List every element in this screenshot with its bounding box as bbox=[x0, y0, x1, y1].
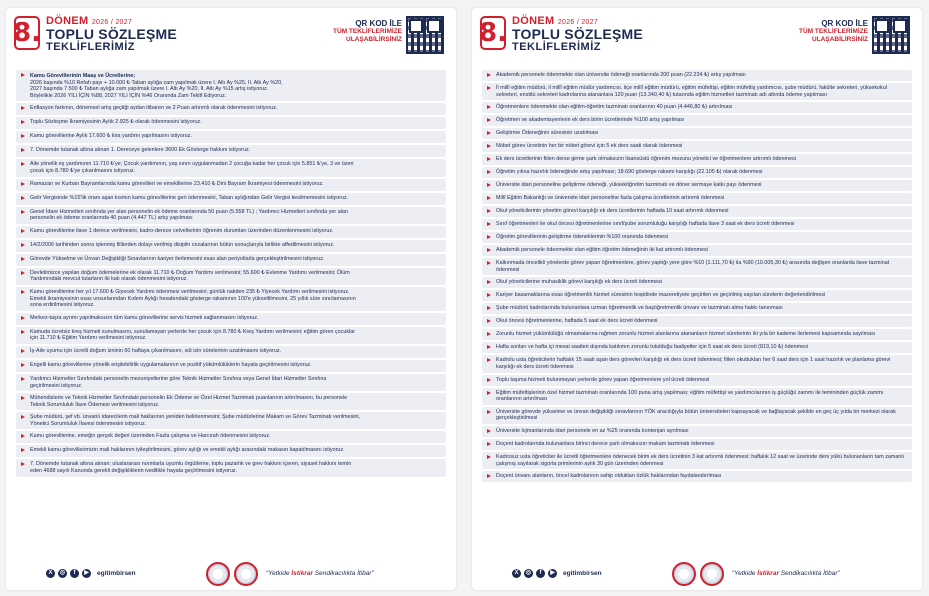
footer-slogan: “Yetkide İstikrar Sendikacılıkta İtibar” bbox=[266, 570, 374, 577]
demand-item bbox=[16, 254, 446, 266]
union-seal-icon bbox=[672, 562, 696, 586]
demand-text: Görevde Yükselme ve Ünvan Değişikliği Sınavlarının kariyer ilerlemesini esas alan periyotlarla gerçekleştirilmesini istiyoruz. bbox=[30, 255, 325, 262]
demand-text: için 11.710 ₺ Eğitim Yardımı verilmesini istiyoruz. bbox=[30, 335, 147, 342]
demand-text: Böylelikle 2026 YILI İÇİN %88, 2027 YILI İÇİN %46 Oranında Zam Teklif Ediyoruz. bbox=[30, 92, 227, 99]
demand-item bbox=[16, 412, 446, 429]
demand-item bbox=[16, 287, 446, 311]
demand-text: Yardımındaki mevcut tutarların iki katı olarak ödenmesini istiyoruz. bbox=[30, 276, 188, 283]
union-seal-icon bbox=[206, 562, 230, 586]
youtube-icon[interactable]: ▶ bbox=[82, 569, 91, 578]
demand-item: Zorunlu hizmet yükümlülüğü olmamalarına rağmen zorunlu hizmet alanlarına atananların hizmet sürelerinin iki yıla bir kademe ilerlemesi kapsamında sayılması bbox=[482, 329, 912, 340]
demand-text: Emekli ikramiyesinin esas unsurlarından Kıdem Aylığı hesabındaki gösterge rakamının 100'e yükseltilmesini, 25 yıllık süre sınırlamasının bbox=[30, 295, 356, 302]
demand-item bbox=[16, 445, 446, 457]
header-title bbox=[46, 15, 177, 53]
term-years: 2026 / 2027 bbox=[557, 19, 599, 26]
demand-text: Ramazan ve Kurban Bayramlarında kamu görevlileri ve emeklilerine 23.410 ₺ Dini Bayram İkramiyesi ödenmesini istiyoruz. bbox=[30, 180, 324, 187]
demand-text: Kamu görevlilerine, emeğin gerçek değeri üzerinden Fazla çalışma ve Harcırah ödenmesini istiyoruz. bbox=[30, 433, 271, 440]
demand-text: 7. Dönemde tutanak altına alınan; uluslararası normlarla uyumlu örgütleme, toplu pazarlık ve grev hakkını içeren, siyaset hakkını temin bbox=[30, 461, 352, 468]
confederation-seal-icon bbox=[700, 562, 724, 586]
demand-item bbox=[16, 117, 446, 129]
demand-item: Hafta sonları ve hafta içi mesai saatleri dışında katılımın zorunlu tutulduğu faaliyetler için 5 saat ek ders ücreti (819,10 ₺) ödenmesi bbox=[482, 342, 912, 353]
term-number-badge: 8. bbox=[13, 18, 41, 48]
left-page bbox=[6, 8, 456, 590]
demand-list-left bbox=[16, 70, 446, 479]
demand-item bbox=[16, 374, 446, 391]
title-line-2: TEKLİFLERİMİZ bbox=[46, 41, 135, 53]
demand-item: Üniversite görevde yükselme ve ünvan değişikliği sınavlarının YÖK aracılığıyla bütün üniversiteleri kapsayacak ve bağlayacak şekilde en geç üç yılda bir merkezi olarak gerçekleştirilmesi bbox=[482, 407, 912, 424]
title-line-1: TOPLU SÖZLEŞME bbox=[512, 26, 643, 42]
qr-caption: QR KOD İLE TÜM TEKLİFLERİMİZE ULAŞABİLİRSİNİZ bbox=[333, 19, 402, 43]
demand-text: 2026 başında %10 Refah payı + 10.000 ₺ Taban aylığa zam yapılmak üzere I. Altı Ay %25, II. Altı Ay %20, bbox=[30, 79, 283, 86]
demand-item bbox=[16, 159, 446, 176]
demand-item: Şube müdürü kadrolarında bulunanlara uzman öğretmenlik ve başöğretmenlik ünvanı ve tazminatı alma hakkı tanınması bbox=[482, 303, 912, 314]
demand-item bbox=[16, 226, 446, 238]
demand-text: Genel İdare Hizmetleri sınıfında yer alan personelin ek ödeme oranlarında 50 puan (5.558 TL) ; Yardımcı Hizmetleri sınıfında yer alan bbox=[30, 208, 348, 215]
demand-item: Okul yöneticilerinin yönetim görevi karşılığı ek ders ücretlerinin haftada 10 saat artırımlı ödenmesi bbox=[482, 206, 912, 217]
social-handle[interactable]: egitimbirsen bbox=[97, 570, 136, 577]
demand-text: Engelli kamu görevlilerine yönelik erişilebilirlik uygulamalarının ve pozitif yükümlülüklerin hayata geçirilmesini istiyoruz. bbox=[30, 361, 312, 368]
instagram-icon[interactable]: ◎ bbox=[59, 570, 66, 576]
donem-label: DÖNEM bbox=[46, 15, 89, 27]
demand-item bbox=[16, 313, 446, 325]
confederation-seal-icon bbox=[234, 562, 258, 586]
demand-item bbox=[16, 431, 446, 443]
demand-text: Kamuda ücretsiz kreş hizmeti sunulmasını, sunulamayan yerlerde her çocuk için 8.780 ₺ Kreş Yardımı verilmesini; eğitim gören çocuklar bbox=[30, 328, 356, 335]
page-footer bbox=[472, 556, 922, 590]
demand-text: Enflasyon farkının, dönemsel artış geçtiği aydan itibaren ve 2 Puan artırımlı olarak ödenmesini istiyoruz. bbox=[30, 105, 278, 112]
demand-text: Şube müdürü, şef vb. ünvanlı idarecilerin mali haklarının yeniden belirlenmesini; Şube müdürlerine Makam ve Görev Tazminatı verilmesini, bbox=[30, 414, 361, 421]
demand-item bbox=[16, 145, 446, 157]
page-header bbox=[6, 8, 456, 66]
demand-item: Doçent ünvanı alanların, öncel kadrolarının sahip oldukları özlük haklarından faydalandırılması bbox=[482, 471, 912, 482]
demand-text: sona erdirilmesini istiyoruz. bbox=[30, 302, 95, 309]
demand-item: Üniversite lojmanlarında idari personele en az %25 oranında kontenjan ayrılması bbox=[482, 426, 912, 437]
demand-item: Okul öncesi öğretmenlerine, haftada 5 saat ek ders ücreti ödenmesi bbox=[482, 316, 912, 327]
demand-item bbox=[16, 268, 446, 285]
demand-item: Kalkınmada öncelikli yörelerde görev yapan öğretmenlere, görev yaptığı yere göre %10 (1.111,70 ₺) ila %90 (10.005,30 ₺) arasında değişen oranlarda ilave tazminat ödenmesi bbox=[482, 258, 912, 275]
demand-text: Kamu görevlilerine her yıl 17.600 ₺ Giyecek Yardımı ödenmesi verilmesini; günlük nakden 235 ₺ Yiyecek Yardımı verilmesini istiyoruz. bbox=[30, 288, 350, 295]
demand-item: Nöbet görev ücretinin her bir nöbet görevi için 5 ek ders saati olarak ödenmesi bbox=[482, 141, 912, 152]
demand-text: İş-Aile uyumu için ücretli doğum izninin 60 haftaya çıkarılmasını, süt izin sürelerinin uzatılmasını istiyoruz. bbox=[30, 347, 282, 354]
demand-text: Devletimizce yapılan doğum ödemelerine ek olarak 11.710 ₺ Doğum Yardımı verilmesini; 55.600 ₺ Evlenme Yardımı verilmesini; Ölüm bbox=[30, 269, 350, 276]
demand-text: personelin ek ödeme oranlarında 40 puan (4.447 TL) artış yapılması bbox=[30, 215, 193, 222]
demand-item bbox=[16, 459, 446, 476]
demand-text: geçirilmesini istiyoruz. bbox=[30, 382, 83, 389]
demand-lead: Kamu Görevlilerinin Maaş ve Ücretlerine; bbox=[30, 73, 136, 79]
demand-item: Öğretmenlere ödenmekte olan eğitim-öğretim tazminatı oranlarının 40 puan (4.446,80 ₺) artırılması bbox=[482, 102, 912, 113]
demand-text: Mühendislerin ve Teknik Hizmetler Sınıfındaki personelin Ek Ödeme ve Özel Hizmet Tazminatı puanlarının artırılmasını, bu personele bbox=[30, 395, 348, 402]
demand-item bbox=[16, 70, 446, 101]
demand-item: Akademik personele ödenmekte olan üniversite ödeneği oranlarında 200 puan (22.234 ₺) artış yapılması bbox=[482, 70, 912, 81]
title-line-2: TEKLİFLERİMİZ bbox=[512, 41, 601, 53]
demand-item: Millî Eğitim Bakanlığı ve üniversite idari personeline fazla çalışma ücretlerinin artırımlı ödenmesi bbox=[482, 193, 912, 204]
social-handle[interactable]: egitimbirsen bbox=[563, 570, 602, 577]
demand-text: 2027 başında 7.500 ₺ Taban aylığa zam yapılmak üzere I. Altı Ay %20, II. Altı Ay %15 artış istiyoruz. bbox=[30, 86, 269, 93]
instagram-icon[interactable]: ◎ bbox=[525, 570, 532, 576]
demand-item bbox=[16, 346, 446, 358]
qr-code-icon[interactable] bbox=[406, 16, 444, 54]
facebook-icon[interactable]: f bbox=[536, 569, 545, 578]
demand-item: Akademik personele ödenmekte olan eğitim öğretim ödeneğinin iki kat artırımlı ödenmesi bbox=[482, 245, 912, 256]
demand-text: çocuk için 8.780 ₺'ye çıkarılmasını istiyoruz. bbox=[30, 167, 136, 174]
demand-item bbox=[16, 179, 446, 191]
demand-text: eden 4688 sayılı Kanunda gerekli değişikliklerin ivedilikle hayata geçirilmesini istiyoruz. bbox=[30, 468, 238, 475]
demand-item: Öğretim görevlilerinin geliştirme ödeneklerinin %100 oranında ödenmesi bbox=[482, 232, 912, 243]
page-header bbox=[472, 8, 922, 66]
header-title bbox=[512, 15, 643, 53]
footer-slogan: “Yetkide İstikrar Sendikacılıkta İtibar” bbox=[732, 570, 840, 577]
demand-item bbox=[16, 240, 446, 252]
demand-item bbox=[16, 207, 446, 224]
demand-item: Toplu taşıma hizmeti bulunmayan yerlerde görev yapan öğretmenlere yol ücreti ödenmesi bbox=[482, 375, 912, 386]
demand-item bbox=[16, 393, 446, 410]
demand-item bbox=[16, 193, 446, 205]
x-icon[interactable]: X bbox=[46, 569, 55, 578]
title-line-1: TOPLU SÖZLEŞME bbox=[46, 26, 177, 42]
demand-text: Aile yönelik eş yardımının 11.710 ₺'ye; Çocuk yardımının, yaş sınırı uygulanmadan 2 çocuğa kadar her çocuk için 5.851 ₺'ye, 3 ve üzeri bbox=[30, 161, 354, 168]
x-icon[interactable]: X bbox=[512, 569, 521, 578]
demand-item: Okul yöneticilerine muhasiklik görevi karşılığı ek ders ücreti ödenmesi bbox=[482, 277, 912, 288]
demand-item: İl millî eğitim müdürü, il millî eğitim müdür yardımcısı, ilçe millî eğitim müdürü, eğitim müfettişi, eğitim müfettiş yardımcısı, şube müdürü, fakülte sekreteri, yüksekokul sekreteri, enstitü sekreteri kadrolarına atananlara 120 puan (13.340,40 ₺) tutarında eğitim hizmetleri tazminatı adı altında ödeme yapılması bbox=[482, 83, 912, 100]
demand-list-right bbox=[482, 70, 912, 484]
page-footer bbox=[6, 556, 456, 590]
social-links bbox=[46, 569, 136, 578]
demand-item: Üniversite idari personeline geliştirme ödeneği, yükseköğretim tazminatı ve döner sermaye katkı payı ödenmesi bbox=[482, 180, 912, 191]
demand-item: Kadrosuz usta öğreticiler ile ücretli öğretmenlere ödenecek birim ek ders ücretinin 3 kat artırımlı ödenmesi; haftalık 12 saat ve üzerinde ders yükü bulunanların tam zamanlı çalışmış sayılarak sigorta primlerinin aylık 30 gün üzerinden ödenmesi bbox=[482, 452, 912, 469]
youtube-icon[interactable]: ▶ bbox=[548, 569, 557, 578]
demand-item: Ek ders ücretlerinin fiilen derse girme şartı olmaksızın lisansüstü öğrenim mezunu yönetici ve öğretmenlere artırımlı ödenmesi bbox=[482, 154, 912, 165]
demand-item bbox=[16, 103, 446, 115]
demand-text: 7. Dönemde tutanak altına alınan 1. Dereceye gelenlere 3600 Ek Gösterge hakkını istiyoruz. bbox=[30, 147, 251, 154]
donem-label: DÖNEM bbox=[512, 15, 555, 27]
demand-text: Kamu görevlilerine ilave 1 derece verilmesini, kadro-derece cetvellerinin öğrenim durumları üzerinden düzenlenmesini istiyoruz. bbox=[30, 227, 334, 234]
qr-caption: QR KOD İLE TÜM TEKLİFLERİMİZE ULAŞABİLİRSİNİZ bbox=[799, 19, 868, 43]
demand-item bbox=[16, 131, 446, 143]
demand-item: Eğitim müfettişlerinin özel hizmet tazminatı oranlarında 100 puna artış yapılması; eğitim müfettişi ve yardımcılarının iş güçlüğü zammı ile temininden güçlük zammı oranlarının artırılması bbox=[482, 388, 912, 405]
demand-item: Geliştirme Ödeneğinin süresinin uzatılması bbox=[482, 128, 912, 139]
term-years: 2026 / 2027 bbox=[91, 19, 133, 26]
demand-text: Teknik Sorumluluk İlave Ödemesi verilmesini istiyoruz. bbox=[30, 401, 160, 408]
demand-item bbox=[16, 327, 446, 344]
social-links bbox=[512, 569, 602, 578]
demand-text: 14/2/2006 tarihinden sonra işlenmiş fiillerden dolayı verilmiş disiplin cezalarının bütün sonuçlarıyla birlikte affedilmesini istiyoruz. bbox=[30, 241, 335, 248]
facebook-icon[interactable]: f bbox=[70, 569, 79, 578]
demand-item: Sınıf öğretmenleri ile okul öncesi öğretmenlerine sınıf/şube sorumluluğu karşılığı haftada ilave 3 saat ek ders ücreti ödenmesi bbox=[482, 219, 912, 230]
right-page bbox=[472, 8, 922, 590]
demand-text: Emekli kamu görevlilerimizin mali haklarının iyileştirilmesini, görev aylığı ve emekli aylığı arasındaki makasın kapatılmasını istiyoruz. bbox=[30, 447, 345, 454]
demand-item bbox=[16, 360, 446, 372]
qr-code-icon[interactable] bbox=[872, 16, 910, 54]
term-number-badge: 8. bbox=[479, 18, 507, 48]
demand-item: Öğretim yılına hazırlık ödeneğinde artış yapılması; 18.690 gösterge rakamı karşılığı (22.105 ₺) olarak ödenmesi bbox=[482, 167, 912, 178]
demand-item: Kadrolu usta öğreticilerin haftalık 15 saati aşan ders görevleri karşılığı ek ders ücreti ödenmesi; fiilen okuttukları her 6 saat ders için 1 saat hazırlık ve planlama görevi karşılığı ek ders ücreti ödenmesi bbox=[482, 355, 912, 372]
demand-text: Kamu görevlilerine Aylık 17.600 ₺ kira yardımı yapılmasını istiyoruz. bbox=[30, 133, 192, 140]
demand-text: Yardımcı Hizmetler Sınıfındaki personelin mezuniyetlerine göre Teknik Hizmetler Sınıfına veya Genel İdari Hizmetler Sınıfına bbox=[30, 375, 327, 382]
demand-text: Merkez-taşra ayrımı yapılmaksızın tüm kamu görevlilerine servis hizmeti sağlanmasını istiyoruz. bbox=[30, 314, 259, 321]
demand-text: Toplu Sözleşme İkramiyesinin Aylık 2.925 ₺ olarak ödenmesini istiyoruz. bbox=[30, 119, 202, 126]
demand-text: Yönetici Sorumluluk İlavesi ödenmesini istiyoruz. bbox=[30, 420, 147, 427]
demand-item: Kariyer basamaklarına esas öğretmenlik hizmet süresinin tespitinde mazeretiyete geçirilen ve geçirilmiş sayılan sürelerin değerlendirilmesi bbox=[482, 290, 912, 301]
demand-item: Öğretmen ve akademisyenlerin ek ders birim ücretlerinde %100 artış yapılması bbox=[482, 115, 912, 126]
demand-item: Doçent kadrolarında bulunanlara birinci derece şartı olmaksızın makam tazminatı ödenmesi bbox=[482, 439, 912, 450]
demand-text: Gelir Vergisinde %15'lik oranı aşan kısmın kamu görevlilerine geri ödenmesini, Taban aylığından Gelir Vergisi kesilmemesini istiyoruz. bbox=[30, 194, 349, 201]
